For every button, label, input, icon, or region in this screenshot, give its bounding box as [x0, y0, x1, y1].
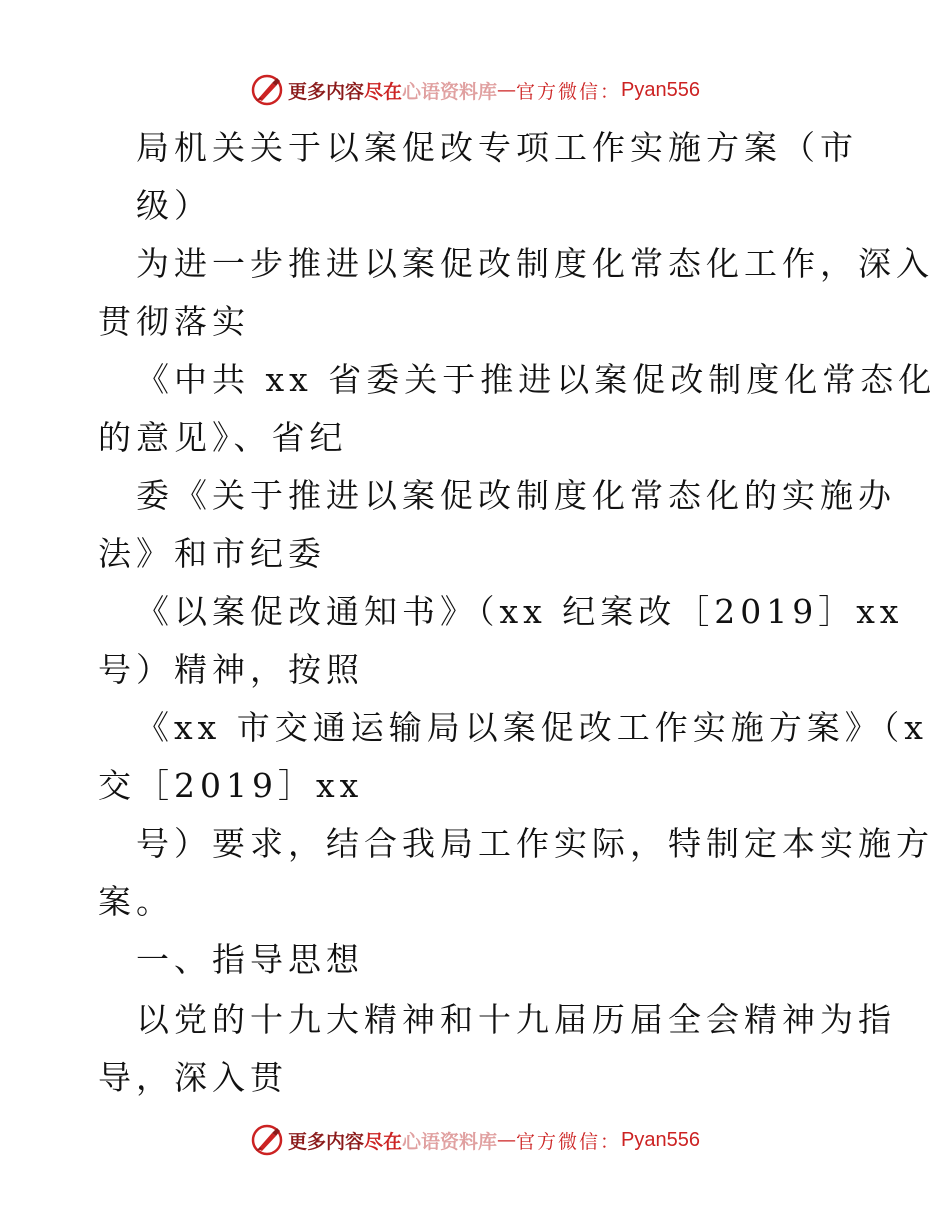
- paragraph-line: 《xx 市交通运输局以案促改工作实施方案》（x: [136, 708, 928, 747]
- paragraph-line: 案。: [98, 882, 174, 921]
- section-heading: 一、指导思想: [136, 940, 364, 979]
- paragraph-line: 委《关于推进以案促改制度化常态化的实施办: [136, 476, 896, 515]
- banner-separator: —: [497, 79, 517, 101]
- banner-wechat-id: Pyan556: [621, 78, 701, 101]
- paragraph-line: 贯彻落实: [98, 302, 250, 341]
- paragraph-line: 号）精神，按照: [98, 650, 364, 689]
- paragraph-line: 《中共 xx 省委关于推进以案促改制度化常态化: [136, 360, 937, 399]
- paragraph-line: 为进一步推进以案促改制度化常态化工作，深入: [136, 244, 934, 283]
- pen-nib-logo-icon: [250, 1123, 284, 1157]
- paragraph-line: 号）要求，结合我局工作实际，特制定本实施方: [136, 824, 934, 863]
- document-title-continued: 级）: [136, 186, 212, 225]
- banner-text: 更多内容尽在心语资料库: [287, 80, 498, 103]
- banner-label: 官方微信：: [516, 1130, 622, 1153]
- banner-separator: —: [497, 1129, 517, 1151]
- paragraph-line: 交［2019］xx: [98, 766, 364, 805]
- banner-wechat-id: Pyan556: [621, 1128, 701, 1151]
- paragraph-line: 《以案促改通知书》（xx 纪案改［2019］xx: [136, 592, 904, 631]
- paragraph-line: 的意见》、省纪: [98, 418, 348, 457]
- banner-text: 更多内容尽在心语资料库: [287, 1130, 498, 1153]
- paragraph-line: 导，深入贯: [98, 1058, 288, 1097]
- banner-label: 官方微信：: [516, 80, 622, 103]
- paragraph-line: 以党的十九大精神和十九届历届全会精神为指: [136, 1000, 896, 1039]
- footer-banner: [0, 1120, 950, 1160]
- document-title: 局机关关于以案促改专项工作实施方案（市: [136, 128, 858, 167]
- paragraph-line: 法》和市纪委: [98, 534, 326, 573]
